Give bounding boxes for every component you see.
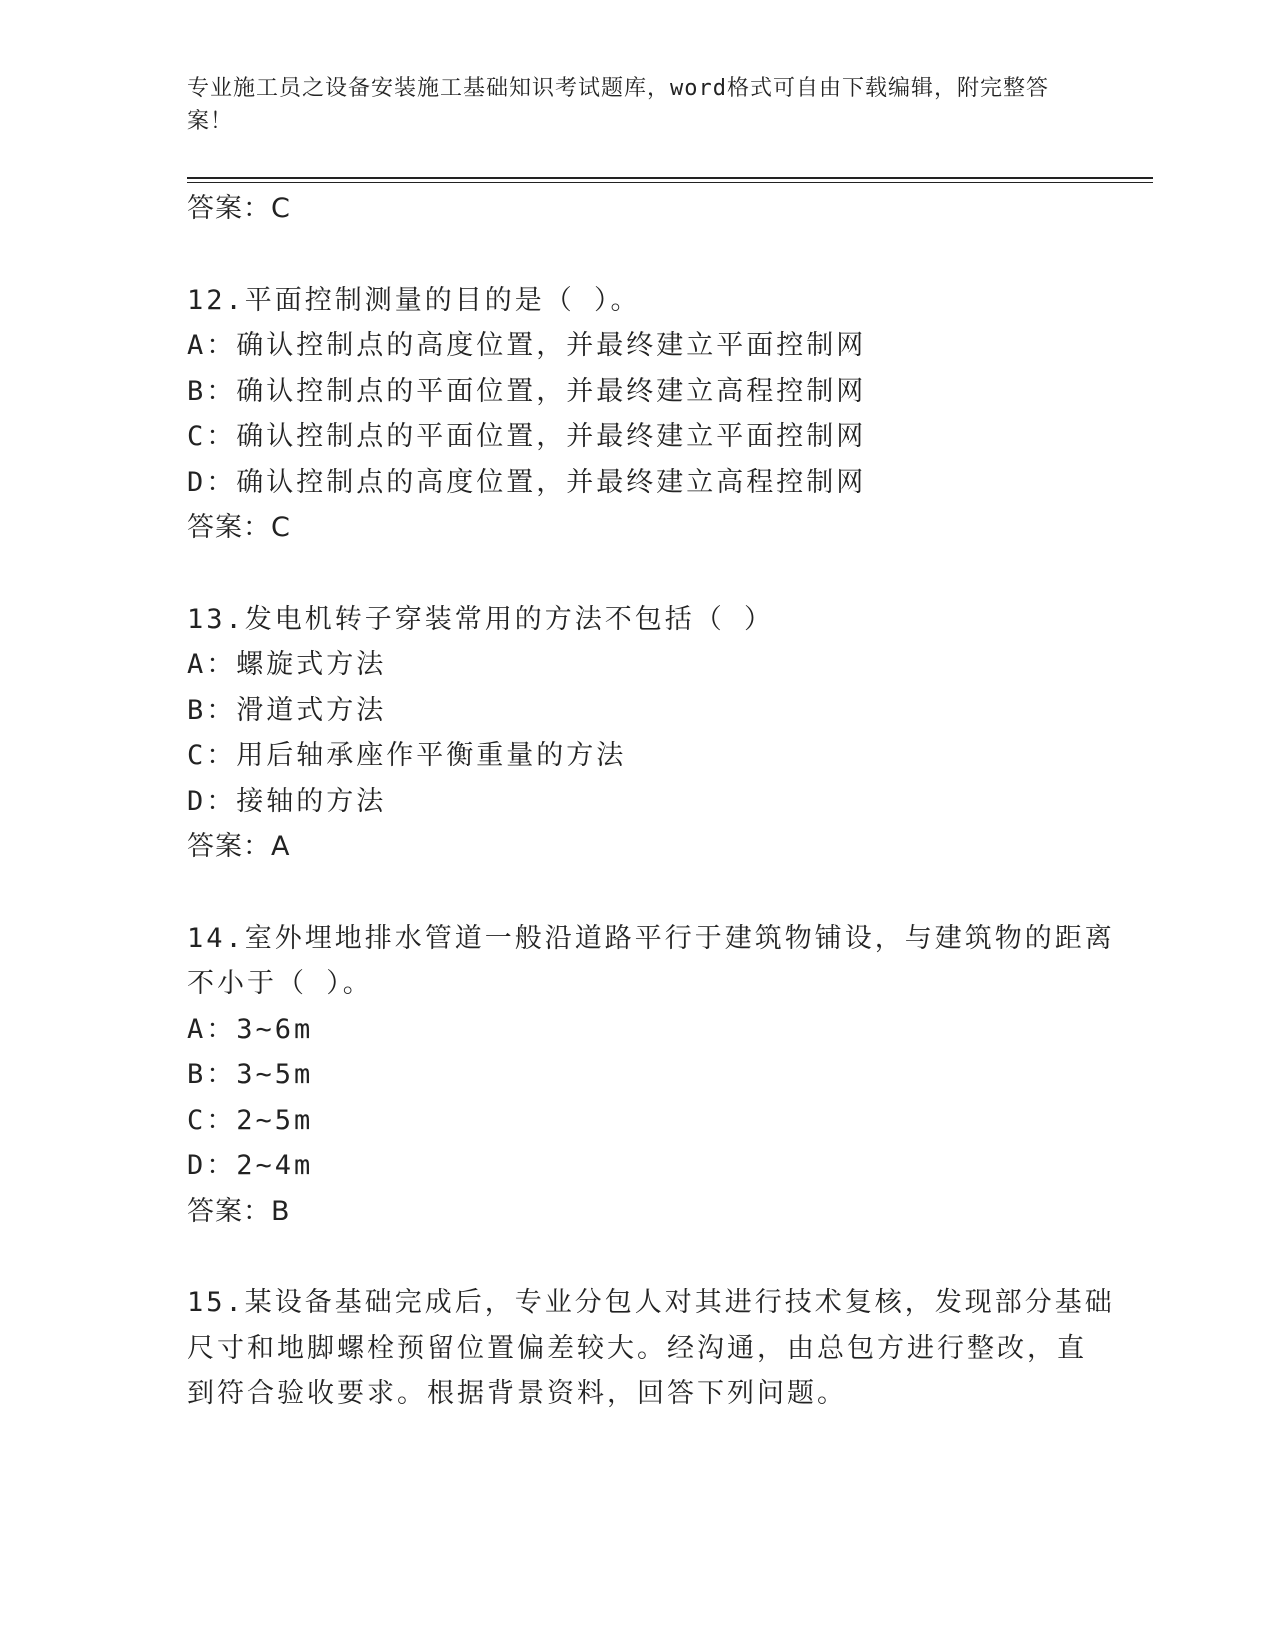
- answer-11: 答案：C: [187, 193, 291, 224]
- answer: 答案：A: [187, 831, 291, 862]
- option-b: B：确认控制点的平面位置，并最终建立高程控制网: [187, 375, 867, 407]
- option-b: B：3~5m: [187, 1059, 314, 1090]
- question-stem: 13.发电机转子穿装常用的方法不包括（ ）: [187, 603, 775, 635]
- option-a: A：3~6m: [187, 1013, 314, 1045]
- option-c: C：用后轴承座作平衡重量的方法: [187, 740, 627, 771]
- question-block-13: [187, 597, 1087, 870]
- question-stem: 12.平面控制测量的目的是（ ）。: [187, 284, 641, 316]
- spacer: [187, 232, 1087, 278]
- spacer: [187, 1234, 1087, 1280]
- question-block-14: [187, 916, 1115, 1235]
- question-stem-line-3: 到符合验收要求。根据背景资料，回答下列问题。: [187, 1378, 847, 1409]
- option-d: D：接轴的方法: [187, 785, 387, 817]
- spacer: [187, 870, 1087, 916]
- question-stem-line-1: 14.室外埋地排水管道一般沿道路平行于建筑物铺设，与建筑物的距离: [187, 922, 1115, 954]
- answer: 答案：C: [187, 512, 291, 543]
- document-header: 专业施工员之设备安装施工基础知识考试题库，word格式可自由下载编辑，附完整答案！: [187, 76, 1049, 134]
- question-stem-line-1: 15.某设备基础完成后，专业分包人对其进行技术复核，发现部分基础: [187, 1287, 1115, 1318]
- question-stem-line-2: 不小于（ ）。: [187, 968, 373, 999]
- header-rule-thick: [187, 177, 1153, 179]
- spacer: [187, 551, 1087, 597]
- option-a: A：确认控制点的高度位置，并最终建立平面控制网: [187, 330, 867, 361]
- question-block-12: [187, 278, 1087, 551]
- option-d: D：确认控制点的高度位置，并最终建立高程控制网: [187, 466, 867, 498]
- document-body: [187, 186, 1115, 1417]
- option-b: B：滑道式方法: [187, 694, 387, 726]
- question-stem-line-2: 尺寸和地脚螺栓预留位置偏差较大。经沟通，由总包方进行整改，直: [187, 1332, 1087, 1364]
- option-c: C：2~5m: [187, 1104, 314, 1136]
- option-a: A：螺旋式方法: [187, 649, 387, 680]
- answer: 答案：B: [187, 1195, 291, 1227]
- question-block-15: [187, 1280, 1115, 1417]
- option-d: D：2~4m: [187, 1150, 314, 1181]
- header-rule-thin: [187, 182, 1153, 183]
- option-c: C：确认控制点的平面位置，并最终建立平面控制网: [187, 421, 867, 452]
